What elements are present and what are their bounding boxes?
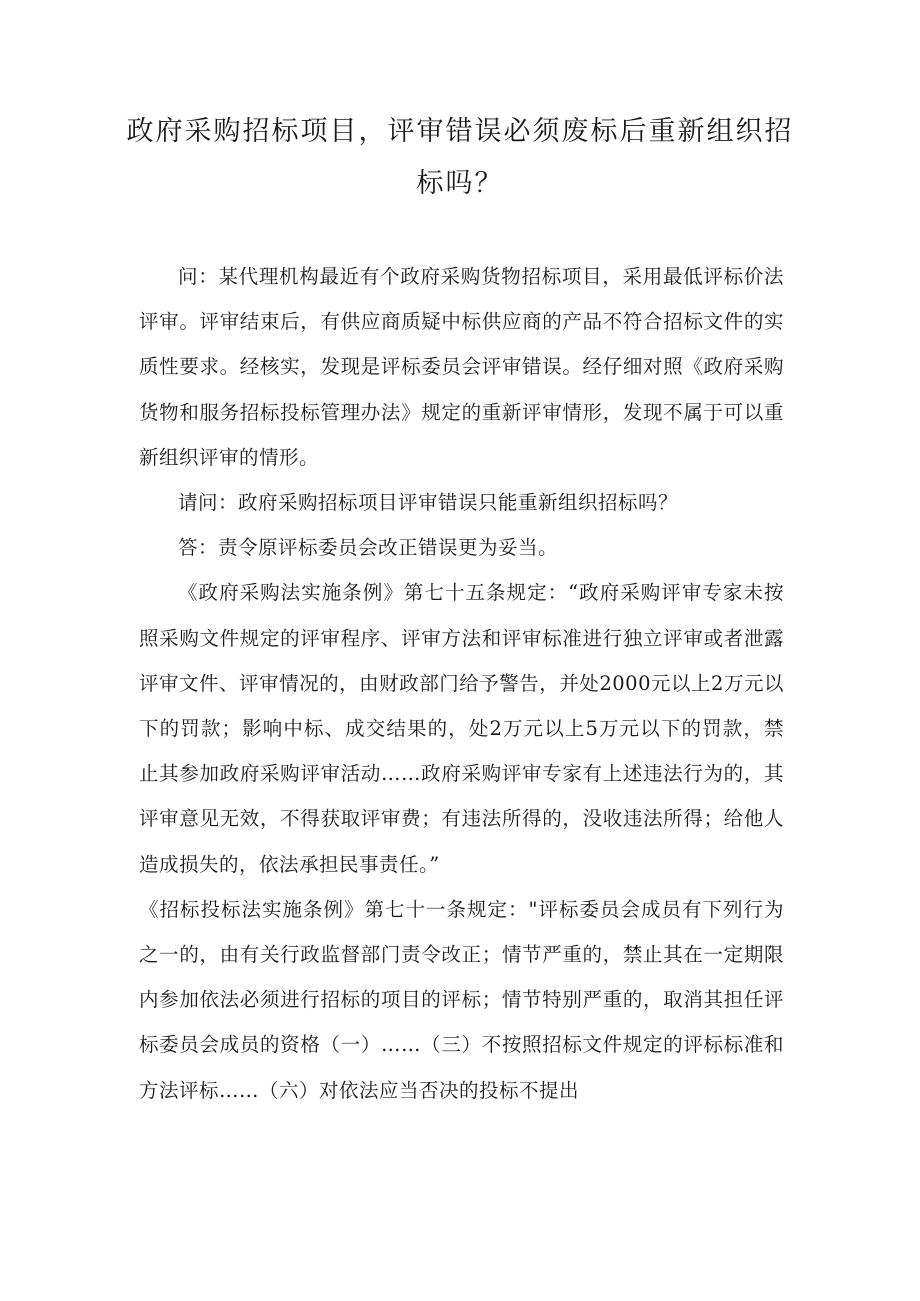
- paragraph-bidding-law-article-71: 《招标投标法实施条例》第七十一条规定："评标委员会成员有下列行为之一的，由有关行政监督部门责令改正；情节严重的，禁止其在一定期限内参加依法必须进行招标的项目的评标；情节特别严重的，取消其担任评标委员会成员的资格（一）……（三）不按照招标文件规定的评标标准和方法评标……（六）对依法应当否决的投标不提出: [139, 897, 784, 1102]
- document-body: [139, 254, 784, 1113]
- paragraph-question: 问：某代理机构最近有个政府采购货物招标项目，采用最低评标价法评审。评审结束后，有供应商质疑中标供应商的产品不符合招标文件的实质性要求。经核实，发现是评标委员会评审错误。经仔细对照《政府采购货物和服务招标投标管理办法》规定的重新评审情形，发现不属于可以重新组织评审的情形。: [139, 265, 784, 469]
- document-title: 政府采购招标项目，评审错误必须废标后重新组织招标吗？: [126, 116, 794, 199]
- paragraph-procurement-law-article-75: 《政府采购法实施条例》第七十五条规定：“政府采购评审专家未按照采购文件规定的评审程序、评审方法和评审标准进行独立评审或者泄露评审文件、评审情况的，由财政部门给予警告，并处2000元以上2万元以下的罚款；影响中标、成交结果的，处2万元以上5万元以下的罚款，禁止其参加政府采购评审活动……政府采购评审专家有上述违法行为的，其评审意见无效，不得获取评审费；有违法所得的，没收违法所得；给他人造成损失的，依法承担民事责任。”: [139, 581, 784, 876]
- paragraph-request: 请问：政府采购招标项目评审错误只能重新组织招标吗？: [178, 491, 679, 515]
- paragraph-answer: 答：责令原评标委员会改正错误更为妥当。: [178, 536, 559, 560]
